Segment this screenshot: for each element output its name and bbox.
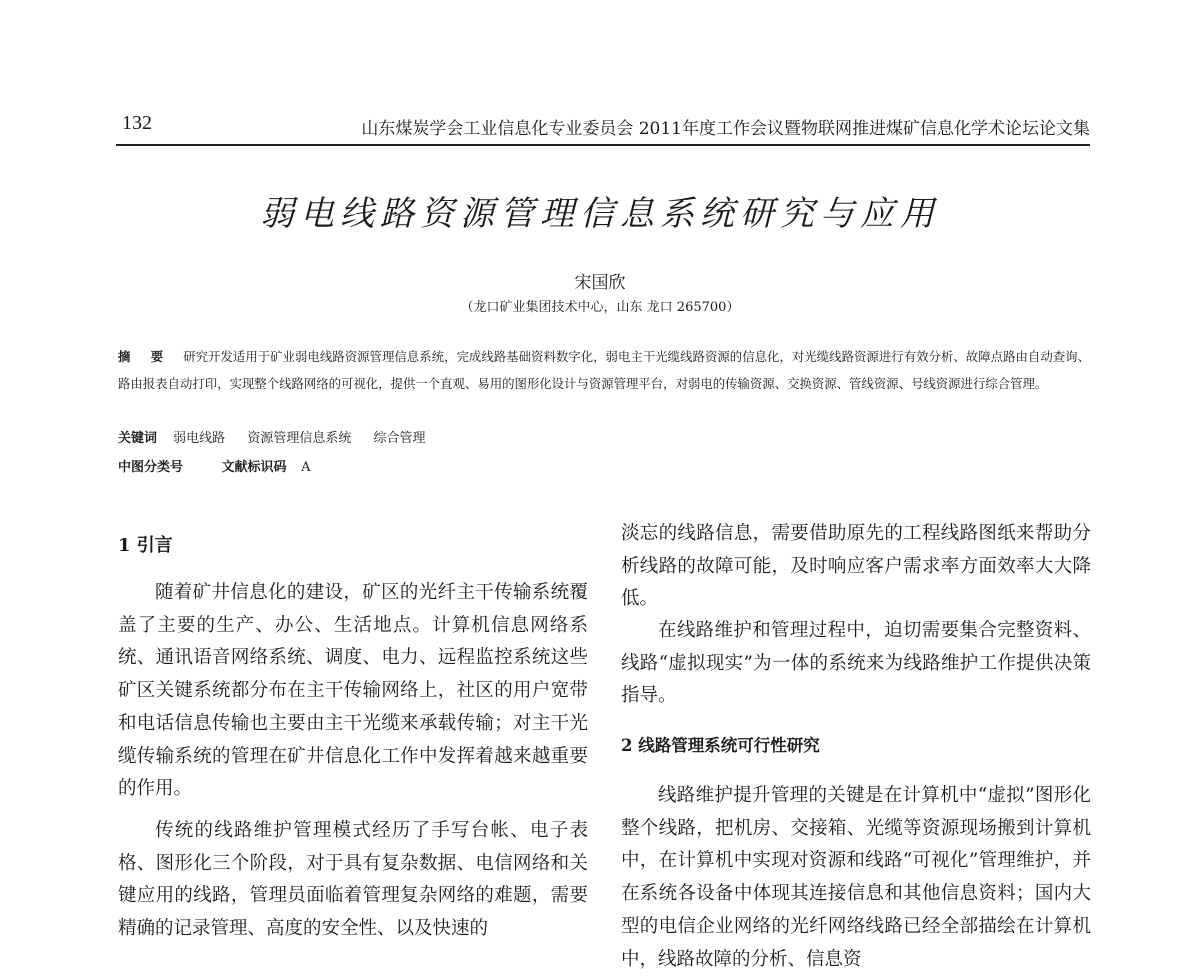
running-head: 山东煤炭学会工业信息化专业委员会 2011年度工作会议暨物联网推进煤矿信息化学术论坛论文集 (361, 119, 1090, 139)
author-affiliation: （龙口矿业集团技术中心，山东 龙口 265700） (460, 300, 740, 315)
body-paragraph: 在线路维护和管理过程中，迫切需要集合完整资料、线路“虚拟现实”为一体的系统来为线路维护工作提供决策指导。 (621, 620, 1091, 707)
author-name: 宋国欣 (574, 273, 626, 293)
keyword-item: 综合管理 (373, 431, 426, 446)
keyword-item: 弱电线路 (173, 431, 226, 446)
body-paragraph: 传统的线路维护管理模式经历了手写台帐、电子表格、图形化三个阶段，对于具有复杂数据、电信网络和关键应用的线路，管理员面临着管理复杂网络的难题，需要精确的记录管理、高度的安全性、以及快速的 (118, 820, 588, 940)
article-title: 弱电线路资源管理信息系统研究与应用 (260, 194, 940, 234)
section-heading: 2 线路管理系统可行性研究 (621, 736, 820, 755)
keyword-item: 资源管理信息系统 (247, 431, 352, 446)
doc-code-value: A (301, 460, 311, 475)
abstract-text: 研究开发适用于矿业弱电线路资源管理信息系统，完成线路基础资料数字化，弱电主干光缆线路资源的信息化，对光缆线路资源进行有效分析、故障点路由自动查询、路由报表自动打印，实现整个线路网络的可视化，提供一个直观、易用的图形化设计与资源管理平台，对弱电的传输资源、交换资源、管线资源、号线资源进行综合管理。 (118, 349, 1090, 391)
section-heading: 1 引言 (118, 535, 173, 556)
clc-label: 中图分类号 (118, 460, 184, 475)
abstract-label: 摘 要 (118, 349, 172, 364)
body-column-right (621, 0, 1091, 970)
keywords-label: 关键词 (118, 431, 158, 446)
body-paragraph: 淡忘的线路信息，需要借助原先的工程线路图纸来帮助分析线路的故障可能，及时响应客户需求率方面效率大大降低。 (621, 523, 1091, 610)
doc-code-label: 文献标识码 (221, 460, 287, 475)
body-column-left (118, 0, 588, 952)
body-paragraph: 随着矿井信息化的建设，矿区的光纤主干传输系统覆盖了主要的生产、办公、生活地点。计算机信息网络系统、通讯语音网络系统、调度、电力、远程监控系统这些矿区关键系统都分布在主干传输网络上，社区的用户宽带和电话信息传输也主要由主干光缆来承载传输；对主干光缆传输系统的管理在矿井信息化工作中发挥着越来越重要的作用。 (118, 582, 588, 800)
body-paragraph: 线路维护提升管理的关键是在计算机中“虚拟”图形化整个线路，把机房、交接箱、光缆等资源现场搬到计算机中，在计算机中实现对资源和线路“可视化”管理维护，并在系统各设备中体现其连接信息和其他信息资料；国内大型的电信企业网络的光纤网络线路已经全部描绘在计算机中，线路故障的分析、信息资 (621, 785, 1091, 970)
page-number: 132 (122, 112, 152, 134)
